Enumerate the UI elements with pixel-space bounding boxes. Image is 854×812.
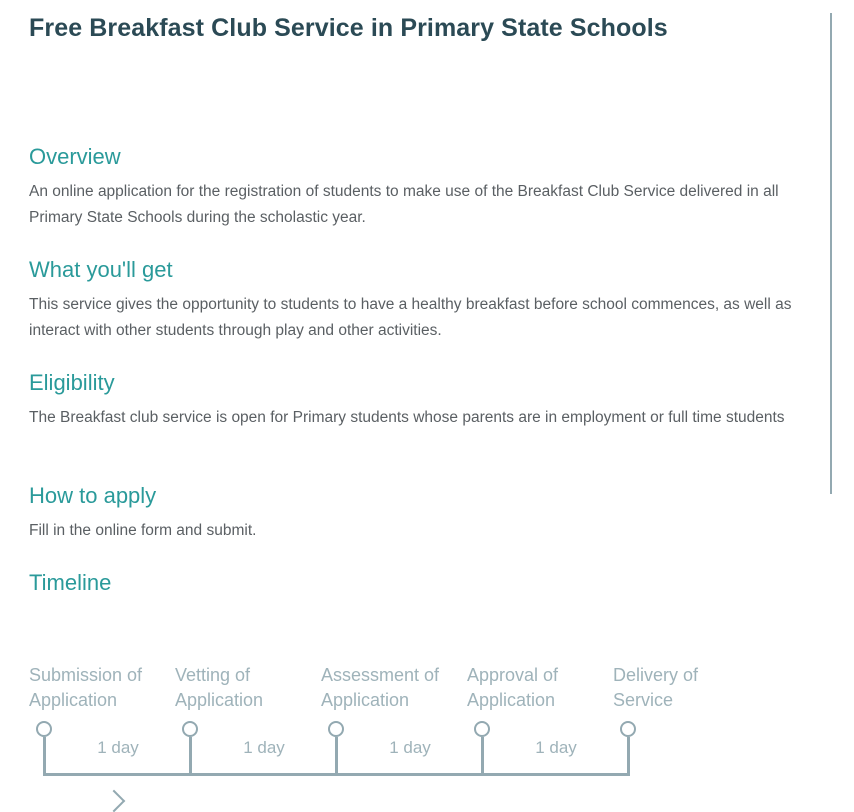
section-heading-eligibility: Eligibility: [29, 370, 115, 395]
timeline-step-label: Vetting of Application: [175, 665, 264, 710]
timeline-baseline: [43, 773, 630, 776]
timeline-duration: 1 day: [243, 738, 285, 757]
page-title: Free Breakfast Club Service in Primary State Schools: [29, 14, 668, 42]
timeline-stem: [43, 737, 46, 775]
circle-node-icon: [328, 721, 344, 737]
timeline-duration: 1 day: [535, 738, 577, 757]
circle-node-icon: [474, 721, 490, 737]
section-text-overview: An online application for the registration of students to make use of the Breakfast Club Service delivered in all Primary State Schools during the scholastic year.: [29, 183, 779, 226]
circle-node-icon: [182, 721, 198, 737]
section-heading-what-youll-get: What you'll get: [29, 257, 173, 282]
section-text-how-to-apply: Fill in the online form and submit.: [29, 522, 257, 539]
timeline-stem: [335, 737, 338, 775]
section-heading-how-to-apply: How to apply: [29, 483, 157, 508]
circle-node-icon: [36, 721, 52, 737]
scrollbar[interactable]: [830, 13, 832, 494]
circle-node-icon: [620, 721, 636, 737]
section-timeline: [29, 569, 799, 597]
timeline-step-label: Approval of Application: [467, 665, 559, 710]
section-eligibility: [29, 369, 799, 431]
section-overview: [29, 143, 799, 231]
timeline-stem: [189, 737, 192, 775]
section-heading-timeline: Timeline: [29, 570, 112, 595]
timeline-step-label: Submission of Application: [29, 665, 143, 710]
timeline-step-label: Assessment of Application: [321, 665, 440, 710]
section-what-youll-get: [29, 256, 799, 344]
timeline-duration: 1 day: [389, 738, 431, 757]
timeline: [0, 660, 854, 801]
timeline-stem: [627, 737, 630, 775]
section-text-what-youll-get: This service gives the opportunity to students to have a healthy breakfast before school commences, as well as interact with other students through play and other activities.: [29, 296, 792, 339]
section-text-eligibility: The Breakfast club service is open for Primary students whose parents are in employment or full time students: [29, 409, 785, 426]
timeline-duration: 1 day: [97, 738, 139, 757]
section-how-to-apply: [29, 482, 799, 544]
section-heading-overview: Overview: [29, 144, 121, 169]
timeline-stem: [481, 737, 484, 775]
timeline-step-label: Delivery of Service: [613, 665, 699, 710]
